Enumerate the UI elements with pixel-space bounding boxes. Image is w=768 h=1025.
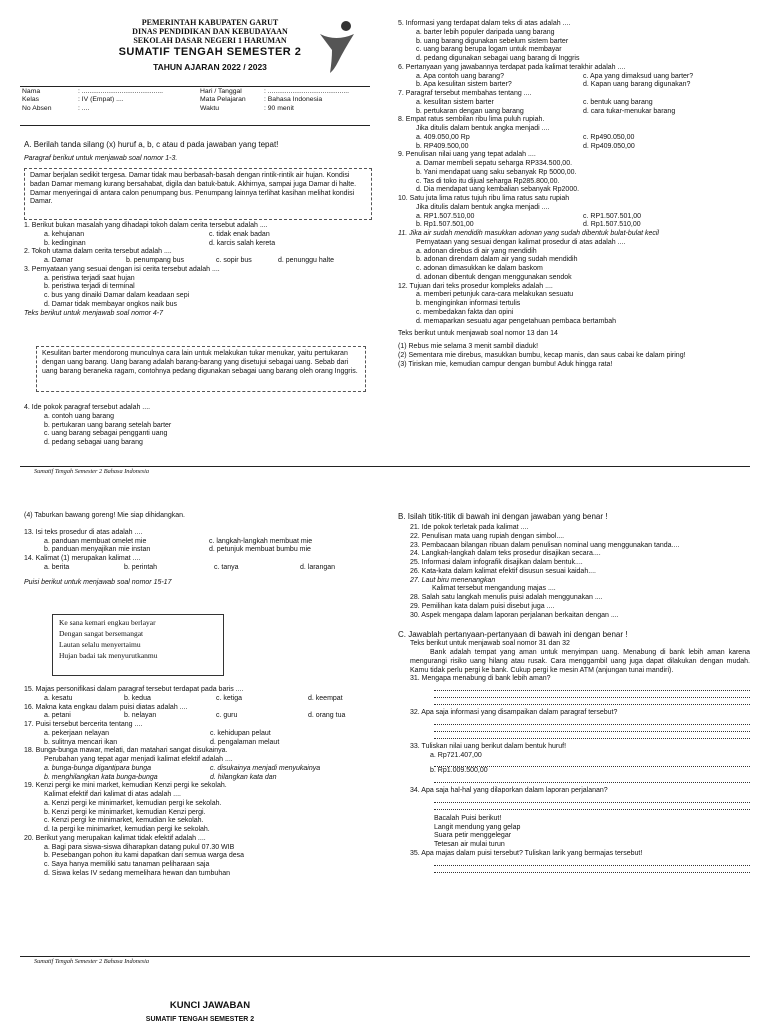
q7-option-d[interactable]: d. cara tukar-menukar barang	[583, 107, 676, 115]
q5-option-d[interactable]: d. pedang digunakan sebagai uang barang di Inggris	[416, 55, 580, 62]
q4	[24, 404, 374, 448]
page2-right-column	[398, 512, 750, 873]
q20: 20. Berikut yang merupakan kalimat tidak efektif adalah ....	[24, 834, 206, 842]
answer-key-title: KUNCI JAWABAN	[169, 1000, 251, 1011]
header-line-3: SEKOLAH DASAR NEGERI 1 HARUMAN	[133, 36, 287, 46]
q15-option-b[interactable]: b. kedua	[124, 694, 151, 702]
q17: 17. Puisi tersebut bercerita tentang ....	[24, 721, 143, 728]
q4-option-c[interactable]: c. uang barang sebagai pengganti uang	[44, 430, 168, 438]
school-header	[80, 18, 340, 73]
q2-option-c[interactable]: c. sopir bus	[216, 257, 252, 264]
q16: 16. Makna kata engkau dalam puisi diatas adalah ....	[24, 703, 188, 711]
poem2-line-2: Suara petir menggelegar	[434, 832, 512, 840]
q5-option-a[interactable]: a. barter lebih populer daripada uang barang	[416, 28, 555, 36]
step-3: (3) Tiriskan mie, kemudian campur dengan bumbu! Aduk hingga rata!	[398, 360, 613, 368]
mapel-field: : Bahasa Indonesia	[264, 96, 323, 104]
waktu-field: : 90 menit	[264, 104, 294, 112]
q11-sub: Pernyataan yang sesuai dengan kalimat prosedur di atas adalah ....	[416, 238, 626, 246]
q1-option-a[interactable]: a. kehujanan	[44, 230, 85, 238]
b21[interactable]: 21. Ide pokok terletak pada kalimat ....	[410, 524, 529, 531]
q19: 19. Kenzi pergi ke mini market, kemudian Kenzi pergi ke sekolah.	[24, 782, 227, 790]
q19-option-d[interactable]: d. Ia pergi ke minimarket, kemudian pergi ke sekolah.	[44, 826, 210, 833]
poem2-line-1: Langit mendung yang gelap	[434, 823, 521, 831]
q15-20	[24, 686, 376, 879]
q2-option-b[interactable]: b. penumpang bus	[126, 257, 184, 264]
q10-option-b[interactable]: b. Rp1.507.501,00	[416, 221, 474, 229]
section-b-title: B. Isilah titik-titik di bawah ini dengan jawaban yang benar !	[398, 512, 608, 521]
c31-answer-line-1[interactable]	[434, 684, 750, 691]
poem-intro: Puisi berikut untuk menjawab soal nomor 15-17	[24, 578, 172, 586]
step-2: (2) Sementara mie direbus, masukkan bumbu, kecap manis, dan saus cabai ke dalam piring!	[398, 351, 686, 359]
q2-option-a[interactable]: a. Damar	[44, 257, 73, 264]
c33a-answer-line[interactable]	[434, 760, 750, 767]
school-year: TAHUN AJARAN 2022 / 2023	[153, 62, 267, 73]
step-4: (4) Taburkan bawang goreng! Mie siap dihidangkan.	[24, 512, 185, 519]
q6-option-d[interactable]: d. Kapan uang barang digunakan?	[583, 81, 691, 89]
q18-option-b[interactable]: b. menghilangkan kata bunga-bunga	[44, 773, 158, 781]
q1-option-c[interactable]: c. tidak enak badan	[209, 230, 270, 238]
c35-answer-line-2[interactable]	[434, 866, 750, 873]
q18-option-a[interactable]: a. bunga-bunga digantipara bunga	[44, 764, 152, 772]
q8-sub: Jika ditulis dalam bentuk angka menjadi ....	[416, 125, 550, 132]
footer-page-1: Sumatif Tengah Semester 2 Bahasa Indonesia	[34, 468, 150, 475]
para1-text: Damar berjalan sedikit tergesa. Damar tidak mau berbasah-basah dengan rintik-rintik air hujan. Kondisi badan Damar memang kurang bersahabat, digila dan batuk-batuk. Akhirnya, sampai juga Damar di halte. Damar menyeringai di antara calon penumpang bus. Penumpang lainnya terlihat kasihan melihat kondisi Damar.	[30, 172, 357, 206]
q3-option-a[interactable]: a. peristiwa terjadi saat hujan	[44, 274, 135, 282]
q2: 2. Tokoh utama dalam cerita tersebut adalah ....	[24, 248, 172, 256]
q13: 13. Isi teks prosedur di atas adalah ....	[24, 528, 143, 536]
c32-answer-line-2[interactable]	[434, 725, 750, 732]
q3-option-d[interactable]: d. Damar tidak membayar ongkos naik bus	[44, 300, 178, 308]
b30[interactable]: 30. Aspek mengapa dalam laporan perjalanan berkaitan dengan ....	[410, 611, 619, 619]
c-paragraph: Bank adalah tempat yang aman untuk menyimpan uang. Menabung di bank lebih aman karena mengurangi risiko uang hilang atau rusak. Cara menggambil uang juga dapat dilakukan dengan mudah. Kamu tidak perlu pergi ke bank. Cukup pergi ke mesin ATM (anjungan tunai mandiri).	[410, 649, 750, 674]
q11-option-d[interactable]: d. adonan dibentuk dengan menggunakan sendok	[416, 273, 572, 281]
b24[interactable]: 24. Langkah-langkah dalam teks prosedur disajikan secara....	[410, 550, 601, 558]
q5-option-b[interactable]: b. uang barang digunakan sebelum sistem barter	[416, 37, 569, 45]
b27[interactable]: 27. Laut biru menenangkan	[410, 576, 496, 584]
q8-option-d[interactable]: d. Rp409.050,00	[583, 142, 635, 150]
q20-option-c[interactable]: c. Saya hanya memiliki satu tanaman peliharaan saja	[44, 861, 210, 868]
exam-title: SUMATIF TENGAH SEMESTER 2	[118, 45, 302, 58]
q15-option-d[interactable]: d. keempat	[308, 694, 343, 702]
q20-option-b[interactable]: b. Pesebangan pohon itu kami dapatkan dari semua warga desa	[44, 852, 245, 860]
q16-option-b[interactable]: b. nelayan	[124, 712, 157, 720]
q20-option-a[interactable]: a. Bagi para siswa-siswa diharapkan datang pukul 07.30 WIB	[44, 843, 235, 851]
q14-option-a[interactable]: a. berita	[44, 563, 70, 571]
hari-label: Hari / Tanggal	[200, 88, 242, 95]
b26[interactable]: 26. Kata-kata dalam kalimat efektif disusun sesuai kaidah....	[410, 567, 596, 575]
q19-sub: Kalimat efektif dari kalimat di atas adalah ....	[44, 791, 181, 798]
q17-option-d[interactable]: d. pengalaman melaut	[210, 738, 280, 746]
q9-option-c[interactable]: c. Tas di toko itu dijual seharga Rp285.800,00.	[416, 177, 560, 185]
nama-field[interactable]: : ...........................................	[78, 88, 163, 95]
q9: 9. Penulisan nilai uang yang tepat adalah ....	[398, 151, 536, 159]
section-c-title: C. Jawablah pertanyaan-pertanyaan di bawah ini dengan benar !	[398, 630, 628, 640]
q16-option-d[interactable]: d. orang tua	[308, 712, 346, 720]
c32-answer-line-3[interactable]	[434, 732, 750, 739]
q19-option-c[interactable]: c. Kenzi pergi ke minimarket, kemudian ke sekolah.	[44, 817, 204, 825]
q1-option-d[interactable]: d. karcis salah kereta	[209, 239, 276, 247]
para1-box	[24, 168, 372, 220]
q12-option-d[interactable]: d. memaparkan sesuatu agar pengetahuan pembaca bertambah	[416, 317, 617, 325]
q12-option-c[interactable]: c. membedakan fakta dan opini	[416, 308, 514, 316]
q12-option-a[interactable]: a. memberi petunjuk cara-cara melakukan sesuatu	[416, 291, 574, 299]
q11-option-c[interactable]: c. adonan dimasukkan ke dalam baskom	[416, 265, 543, 272]
q1-3	[24, 222, 374, 318]
q14-option-c[interactable]: c. tanya	[214, 563, 239, 571]
c34: 34. Apa saja hal-hal yang dilaporkan dalam laporan perjalanan?	[410, 787, 608, 794]
footer-page-2: Sumatif Tengah Semester 2 Bahasa Indonesia	[34, 958, 150, 965]
q9-option-b[interactable]: b. Yani mendapat uang saku sebanyak Rp 5000,00.	[416, 168, 577, 176]
q6-option-c[interactable]: c. Apa yang dimaksud uang barter?	[583, 72, 694, 80]
step-1: (1) Rebus mie selama 3 menit sambil diaduk!	[398, 343, 539, 350]
poem-line-4: Hujan badai tak menyurutkanmu	[59, 650, 158, 660]
q20-option-d[interactable]: d. Siswa kelas IV sedang memelihara hewan dan tumbuhan	[44, 869, 230, 877]
q13-option-c[interactable]: c. langkah-langkah membuat mie	[209, 537, 313, 545]
school-logo-icon	[318, 20, 358, 75]
absen-field[interactable]: : ....	[78, 104, 90, 112]
q16-option-c[interactable]: c. guru	[216, 712, 238, 720]
header-line-2: DINAS PENDIDIKAN DAN KEBUDAYAAN	[132, 27, 288, 37]
q9-option-a[interactable]: a. Damar membeli sepatu seharga RP334.500,00.	[416, 160, 573, 167]
q17-option-a[interactable]: a. pekerjaan nelayan	[44, 729, 109, 737]
section-a-title: A. Berilah tanda silang (x) huruf a, b, c atau d pada jawaban yang tepat!	[24, 140, 279, 149]
q18: 18. Bunga-bunga mawar, melati, dan matahari sangat disukainya.	[24, 747, 228, 755]
q15: 15. Majas personifikasi dalam paragraf tersebut terdapat pada baris ....	[24, 686, 244, 693]
q6: 6. Pertanyaan yang jawabannya terdapat pada kalimat terakhir adalah ....	[398, 63, 626, 71]
q10-sub: Jika ditulis dalam bentuk angka menjadi ....	[416, 203, 550, 211]
q2-option-d[interactable]: d. penunggu halte	[278, 257, 335, 264]
poem-line-3: Lautan selalu menyertaimu	[59, 639, 141, 649]
para2-text: Kesulitan barter mendorong munculnya cara lain untuk melakukan tukar menukar, yaitu pertukaran dengan uang barang. Uang barang adalah barang-barang yang disetujui sebagai uang. Sebab dari uang barang beraneka ragam, contohnya pedang digunakan sebagai uang barang oleh orang Inggris.	[42, 350, 358, 375]
absen-label: No Absen	[22, 104, 52, 112]
b22[interactable]: 22. Penulisan mata uang rupiah dengan simbol....	[410, 532, 565, 540]
page2-left-column	[24, 512, 374, 587]
student-info	[20, 88, 351, 113]
c35: 35. Apa majas dalam puisi tersebut? Tuliskan larik yang bermajas tersebut!	[410, 849, 643, 857]
q6-option-a[interactable]: a. Apa contoh uang barang?	[416, 72, 504, 80]
q9-option-d[interactable]: d. Dia mendapat uang kembalian sebanyak Rp2000.	[416, 186, 580, 194]
q18-sub: Perubahan yang tepat agar menjadi kalimat efektif adalah ....	[44, 756, 233, 763]
q7: 7. Paragraf tersebut membahas tentang ....	[398, 90, 532, 97]
poem-line-2: Dengan sangat bersemangat	[59, 628, 144, 638]
poem-box	[52, 614, 224, 676]
b29[interactable]: 29. Pemilihan kata dalam puisi disebut juga ....	[410, 602, 555, 610]
answer-key-subtitle: SUMATIF TENGAH SEMESTER 2	[145, 1016, 255, 1023]
c31: 31. Mengapa menabung di bank lebih aman?	[410, 675, 551, 683]
c33-item-b: b. Rp1.009.500,00	[430, 767, 488, 775]
hari-field[interactable]: : ...........................................	[264, 88, 349, 95]
poem2-line-3: Tetesan air mulai turun	[434, 841, 505, 848]
q16-option-a[interactable]: a. petani	[44, 712, 71, 720]
q4-question: 4. Ide pokok paragraf tersebut adalah ....	[24, 404, 151, 411]
b23[interactable]: 23. Pembacaan bilangan ribuan dalam penulisan nominal uang menggunakan tanda....	[410, 541, 680, 549]
para2-intro: Teks berikut untuk menjawab soal nomor 4-7	[24, 309, 164, 317]
b27-sub: Kalimat tersebut mengandung majas ....	[432, 585, 556, 593]
q8: 8. Empat ratus sembilan ribu lima puluh rupiah.	[398, 116, 545, 124]
q1: 1. Berikut bukan masalah yang dihadapi tokoh dalam cerita tersebut adalah ....	[24, 222, 268, 229]
q10-option-c[interactable]: c. RP1.507.501,00	[583, 212, 641, 220]
q13-option-a[interactable]: a. panduan membuat omelet mie	[44, 537, 147, 545]
q3-option-b[interactable]: b. peristiwa terjadi di terminal	[44, 283, 135, 291]
c-intro: Teks berikut untuk menjawab soal nomor 31 dan 32	[410, 640, 570, 648]
q11-option-a[interactable]: a. adonan direbus di air yang mendidih	[416, 247, 537, 255]
c34-answer-line-2[interactable]	[434, 803, 750, 810]
q5: 5. Informasi yang terdapat dalam teks di atas adalah ....	[398, 20, 571, 27]
q13-option-d[interactable]: d. petunjuk membuat bumbu mie	[209, 546, 311, 554]
q15-option-c[interactable]: c. ketiga	[216, 694, 243, 702]
q7-option-b[interactable]: b. pertukaran dengan uang barang	[416, 107, 524, 115]
q19-option-b[interactable]: b. Kenzi pergi ke minimarket, kemudian Kenzi pergi.	[44, 808, 206, 816]
kelas-label: Kelas	[22, 96, 40, 104]
page1-right-column	[398, 20, 750, 369]
c33b-answer-line[interactable]	[434, 776, 750, 783]
q1-option-b[interactable]: b. kedinginan	[44, 239, 86, 247]
nama-label: Nama	[22, 88, 41, 95]
c31-answer-line-2[interactable]	[434, 691, 750, 698]
q15-option-a[interactable]: a. kesatu	[44, 694, 73, 702]
q13-option-b[interactable]: b. panduan menyajikan mie instan	[44, 546, 151, 554]
q12-option-b[interactable]: b. menginginkan informasi tertulis	[416, 300, 521, 307]
para3-intro: Teks berikut untuk menjawab soal nomor 13 dan 14	[398, 330, 558, 338]
c33-item-a: a. Rp721.407,00	[430, 751, 482, 759]
c35-answer-line-1[interactable]	[434, 859, 750, 866]
q8-option-c[interactable]: c. Rp490.050,00	[583, 133, 635, 141]
q3: 3. Pernyataan yang sesuai dengan isi cerita tersebut adalah ....	[24, 265, 220, 273]
para1-intro: Paragraf berikut untuk menjawab soal nomor 1-3.	[24, 155, 178, 162]
q3-option-c[interactable]: c. bus yang dinaiki Damar dalam keadaan sepi	[44, 292, 190, 299]
para2-box	[36, 346, 366, 392]
q18-option-d[interactable]: d. hilangkan kata dan	[210, 773, 277, 781]
b25[interactable]: 25. Informasi dalam infografik disajikan dalam bentuk....	[410, 559, 583, 566]
q10-option-d[interactable]: d. Rp1.507.510,00	[583, 221, 641, 229]
q12: 12. Tujuan dari teks prosedur kompleks adalah ....	[398, 282, 553, 290]
q14: 14. Kalimat (1) merupakan kalimat ....	[24, 555, 141, 562]
q11: 11. Jika air sudah mendidih masukkan adonan yang sudah dibentuk bulat-bulat kecil	[398, 230, 659, 237]
q7-option-c[interactable]: c. bentuk uang barang	[583, 98, 653, 106]
q7-option-a[interactable]: a. kesulitan sistem barter	[416, 98, 494, 106]
page1-left-column	[24, 140, 374, 164]
poem-line-1: Ke sana kemari engkau berlayar	[59, 618, 156, 627]
c32-answer-line-1[interactable]	[434, 718, 750, 725]
waktu-label: Waktu	[200, 104, 220, 112]
q4-option-d[interactable]: d. pedang sebagai uang barang	[44, 439, 143, 446]
q14-option-b[interactable]: b. perintah	[124, 563, 158, 571]
q8-option-a[interactable]: a. 409.050,00 Rp	[416, 133, 470, 141]
header-line-1: PEMERINTAH KABUPATEN GARUT	[141, 18, 279, 27]
c34-answer-line-1[interactable]	[434, 796, 750, 803]
q10-option-a[interactable]: a. RP1.507.510,00	[416, 212, 475, 220]
q6-option-b[interactable]: b. Apa kesulitan sistem barter?	[416, 81, 512, 89]
q11-option-b[interactable]: b. adonan direndam dalam air yang sudah mendidih	[416, 256, 578, 264]
q19-option-a[interactable]: a. Kenzi pergi ke minimarket, kemudian pergi ke sekolah.	[44, 799, 222, 807]
c31-answer-line-3[interactable]	[434, 698, 750, 705]
c32: 32. Apa saja informasi yang disampaikan dalam paragraf tersebut?	[410, 709, 618, 716]
q4-option-a[interactable]: a. contoh uang barang	[44, 412, 115, 420]
q18-option-c[interactable]: c. disukainya menjadi menyukainya	[210, 764, 321, 772]
q10: 10. Satu juta lima ratus tujuh ribu lima ratus satu rupiah	[398, 195, 570, 202]
mapel-label: Mata Pelajaran	[200, 96, 246, 104]
b28[interactable]: 28. Salah satu langkah menulis puisi adalah menggunakan ....	[410, 594, 603, 601]
kelas-field: : IV (Empat) ....	[78, 96, 124, 104]
c33: 33. Tuliskan nilai uang berikut dalam bentuk huruf!	[410, 742, 567, 750]
q17-option-b[interactable]: b. sulitnya mencari ikan	[44, 738, 118, 746]
poem2-intro: Bacalah Puisi berikut!	[434, 814, 502, 822]
q17-option-c[interactable]: c. kehidupan pelaut	[210, 729, 271, 737]
q5-option-c[interactable]: c. uang barang berupa logam untuk membayar	[416, 46, 562, 54]
q4-option-b[interactable]: b. pertukaran uang barang setelah barter	[44, 421, 172, 429]
q14-option-d[interactable]: d. larangan	[300, 563, 336, 571]
q8-option-b[interactable]: b. RP409.500,00	[416, 142, 469, 150]
